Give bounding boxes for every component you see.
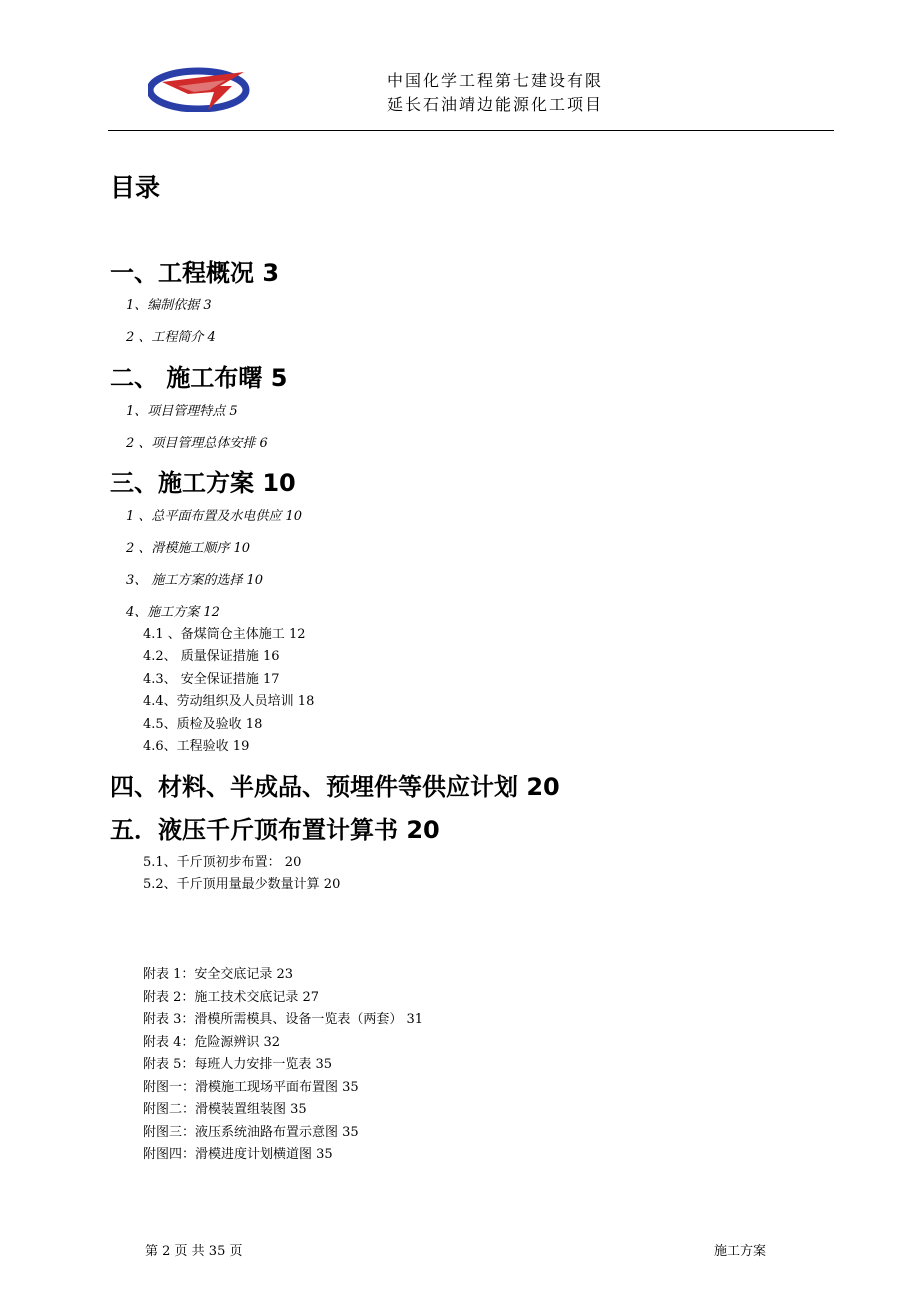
- toc-subsection-3-4[interactable]: 4、施工方案 12: [126, 605, 220, 620]
- toc-subsection-3-2[interactable]: 2 、滑模施工顺序 10: [126, 541, 251, 556]
- appendix-figure-4[interactable]: 附图四：滑模进度计划横道图 35: [143, 1147, 333, 1162]
- appendix-figure-2[interactable]: 附图二：滑模装置组装图 35: [143, 1102, 307, 1117]
- appendix-table-4[interactable]: 附表 4：危险源辨识 32: [143, 1035, 281, 1050]
- toc-section-1[interactable]: 一、工程概况 3: [110, 259, 280, 287]
- toc-item-4-1[interactable]: 4.1 、备煤筒仓主体施工 12: [143, 627, 306, 642]
- appendix-table-3[interactable]: 附表 3：滑模所需模具、设备一览表（两套） 31: [143, 1012, 424, 1027]
- toc-item-5-2[interactable]: 5.2、千斤顶用量最少数量计算 20: [143, 877, 341, 892]
- toc-section-5[interactable]: 五．液压千斤顶布置计算书 20: [110, 816, 440, 844]
- toc-section-3[interactable]: 三、施工方案 10: [110, 469, 296, 497]
- appendix-table-1[interactable]: 附表 1：安全交底记录 23: [143, 967, 294, 982]
- toc-subsection-1-2[interactable]: 2 、工程简介 4: [126, 330, 216, 345]
- toc-item-4-6[interactable]: 4.6、工程验收 19: [143, 739, 250, 754]
- toc-item-4-2[interactable]: 4.2、 质量保证措施 16: [143, 649, 280, 664]
- appendix-table-5[interactable]: 附表 5：每班人力安排一览表 35: [143, 1057, 333, 1072]
- toc-section-4[interactable]: 四、材料、半成品、预埋件等供应计划 20: [110, 773, 560, 801]
- header-divider: [108, 130, 834, 131]
- footer-doc-name: 施工方案: [714, 1244, 767, 1259]
- page-number: 第 2 页 共 35 页: [145, 1244, 243, 1259]
- appendix-table-2[interactable]: 附表 2：施工技术交底记录 27: [143, 990, 320, 1005]
- toc-subsection-2-2[interactable]: 2 、项目管理总体安排 6: [126, 436, 268, 451]
- toc-item-5-1[interactable]: 5.1、千斤顶初步布置： 20: [143, 855, 302, 870]
- toc-section-2[interactable]: 二、 施工布曙 5: [110, 364, 288, 392]
- company-name-line1: 中国化学工程第七建设有限: [386, 71, 603, 90]
- company-name-line2: 延长石油靖边能源化工项目: [386, 95, 603, 114]
- appendix-figure-3[interactable]: 附图三：液压系统油路布置示意图 35: [143, 1125, 359, 1140]
- toc-subsection-3-3[interactable]: 3、 施工方案的选择 10: [126, 573, 264, 588]
- toc-item-4-3[interactable]: 4.3、 安全保证措施 17: [143, 672, 280, 687]
- toc-item-4-5[interactable]: 4.5、质检及验收 18: [143, 717, 263, 732]
- toc-subsection-1-1[interactable]: 1、编制依据 3: [126, 298, 212, 313]
- toc-title: 目录: [110, 173, 161, 202]
- toc-item-4-4[interactable]: 4.4、劳动组织及人员培训 18: [143, 694, 315, 709]
- toc-subsection-2-1[interactable]: 1、项目管理特点 5: [126, 404, 238, 419]
- appendix-figure-1[interactable]: 附图一：滑模施工现场平面布置图 35: [143, 1080, 359, 1095]
- toc-subsection-3-1[interactable]: 1 、总平面布置及水电供应 10: [126, 509, 303, 524]
